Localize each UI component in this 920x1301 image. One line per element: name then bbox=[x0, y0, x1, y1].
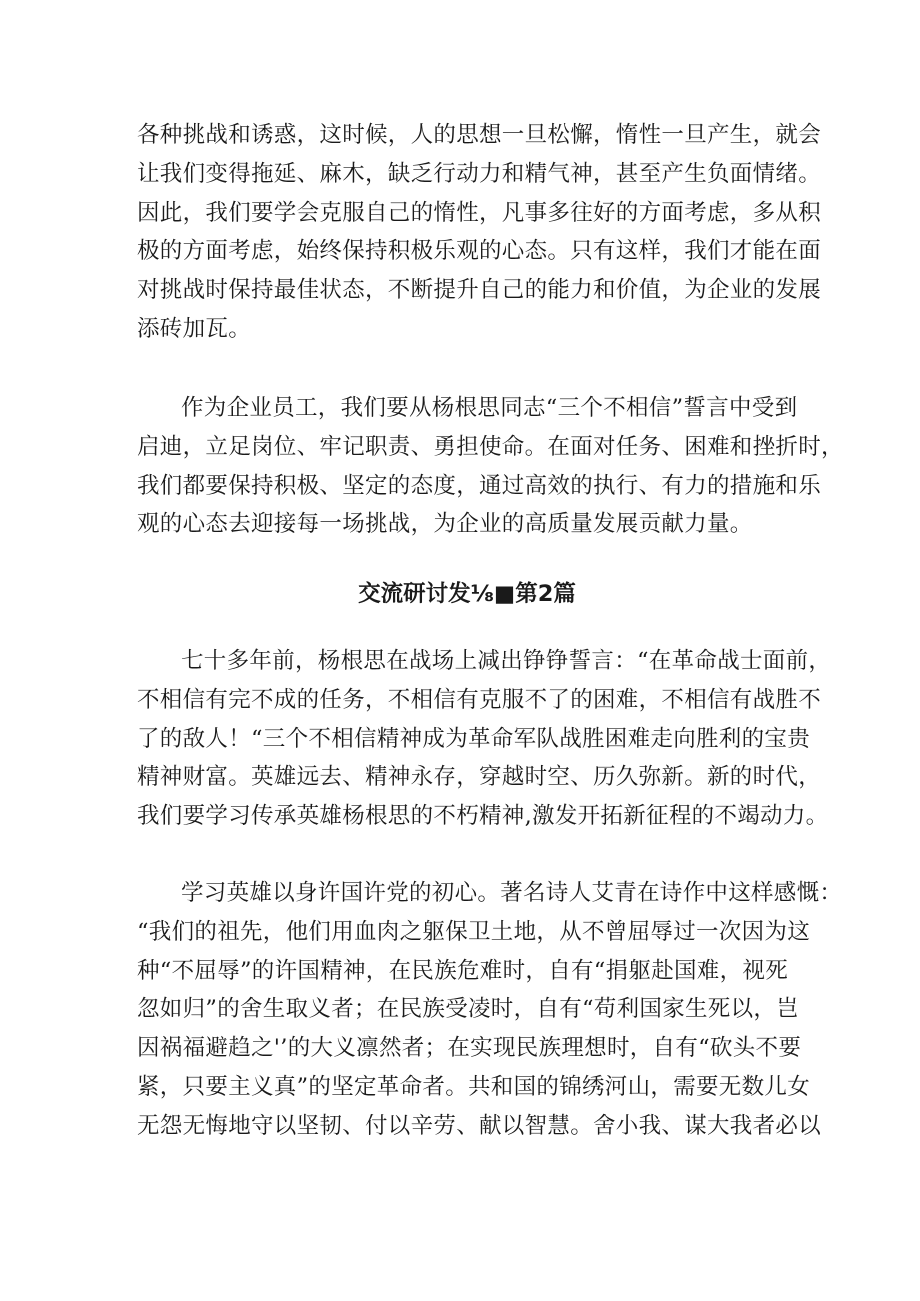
paragraph-history bbox=[137, 642, 832, 836]
text-line: 了的敌人！“三个不相信精神成为革命军队战胜困难走向胜利的宝贵 bbox=[137, 725, 811, 752]
text-line: 极的方面考虑，始终保持积极乐观的心态。只有这样，我们才能在面 bbox=[137, 238, 822, 265]
text-line: 种“不屈辱”的许国精神，在民族危难时，自有“捐躯赴国难，视死 bbox=[137, 957, 789, 984]
text-line: 七十多年前，杨根思在战场上减出铮铮誓言：“在革命战士面前， bbox=[181, 648, 832, 674]
text-line: 不相信有完不成的任务，不相信有克服不了的困难，不相信有战胜不 bbox=[137, 686, 822, 713]
text-line: 学习英雄以身许国许党的初心。著名诗人艾青在诗作中这样感慨： bbox=[181, 880, 843, 906]
text-line: 添砖加瓦。 bbox=[137, 315, 252, 342]
text-line: 精神财富。英雄远去、精神永存，穿越时空、历久弥新。新的时代， bbox=[137, 764, 822, 791]
text-line: 作为企业员工，我们要从杨根思同志“三个不相信”誓言中受到 bbox=[181, 395, 798, 421]
text-line: 因祸福避趋之'’的大义凛然者；在实现民族理想时，自有“砍头不要 bbox=[137, 1035, 802, 1062]
text-line: “我们的祖先，他们用血肉之躯保卫土地，从不曾屈辱过一次因为这 bbox=[137, 918, 811, 945]
text-line: 各种挑战和诱惑，这时候，人的思想一旦松懈，惰性一旦产生，就会 bbox=[137, 122, 822, 148]
text-line: 我们要学习传承英雄杨根思的不朽精神,激发开拓新征程的不竭动力。 bbox=[137, 803, 829, 830]
text-line: 启迪，立足岗位、牢记职责、勇担使命。在面对任务、困难和挫折时， bbox=[137, 433, 844, 460]
text-line: 对挑战时保持最佳状态，不断提升自己的能力和价值，为企业的发展 bbox=[137, 277, 822, 304]
paragraph-hero-spirit bbox=[137, 874, 843, 1146]
text-line: 我们都要保持积极、坚定的态度，通过高效的执行、有力的措施和乐 bbox=[137, 472, 822, 499]
text-line: 让我们变得拖延、麻木，缺乏行动力和精气神，甚至产生负面情绪。 bbox=[137, 160, 822, 187]
text-line: 紧，只要主义真”的坚定革命者。共和国的锦绣河山，需要无数儿女 bbox=[137, 1073, 811, 1100]
text-line: 忽如归”的舍生取义者；在民族受凌时，自有“苟利国家生死以，岂 bbox=[137, 996, 800, 1023]
paragraph-employee bbox=[137, 389, 844, 544]
text-line: 无怨无悔地守以坚韧、付以辛劳、献以智慧。舍小我、谋大我者必以 bbox=[137, 1112, 822, 1139]
paragraph-continuation bbox=[137, 116, 822, 349]
text-line: 观的心态去迎接每一场挑战，为企业的高质量发展贡献力量。 bbox=[137, 511, 753, 538]
text-line: 因此，我们要学会克服自己的惰性，凡事多往好的方面考虑，多从积 bbox=[137, 199, 822, 226]
section-title: 交流研讨发⅛■第2篇 bbox=[358, 581, 576, 607]
